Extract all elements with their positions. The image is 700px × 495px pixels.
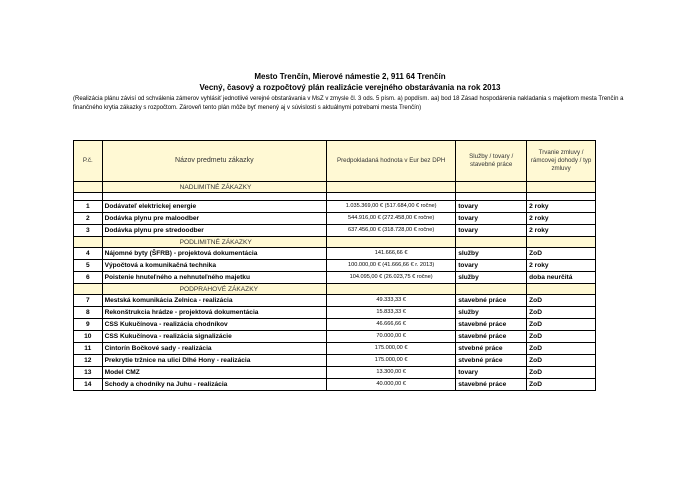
row-number: 8	[74, 307, 103, 319]
row-number: 4	[74, 248, 103, 260]
document-subtitle: Vecný, časový a rozpočtový plán realizácie verejného obstarávania na rok 2013	[199, 83, 501, 92]
spacer-cell	[527, 193, 596, 201]
section-label-text: PODPRAHOVÉ ZÁKAZKY	[179, 285, 258, 293]
spacer-cell	[74, 193, 103, 201]
header-value: Predpokladaná hodnota v Eur bez DPH	[327, 141, 456, 182]
row-number: 11	[74, 343, 103, 355]
section-label	[102, 237, 326, 248]
table-row	[74, 355, 596, 367]
row-duration: 2 roky	[527, 260, 596, 272]
spacer-cell	[102, 193, 326, 201]
row-number: 7	[74, 295, 103, 307]
row-number: 3	[74, 225, 103, 237]
row-name: Model CMZ	[102, 367, 326, 379]
row-service: stavebné práce	[456, 295, 527, 307]
row-service: tovary	[456, 367, 527, 379]
table-row	[74, 213, 596, 225]
row-service: stavebné práce	[456, 331, 527, 343]
spacer-cell	[327, 193, 456, 201]
section-cell-blank	[327, 182, 456, 193]
row-value: 100.000,00 € (41.666,66 € r. 2013)	[327, 260, 456, 272]
row-value: 46.666,66 €	[327, 319, 456, 331]
section-cell-blank	[327, 237, 456, 248]
table-row	[74, 343, 596, 355]
document-title: Mesto Trenčín, Mierové námestie 2, 911 64 Trenčín	[254, 72, 446, 81]
row-number: 12	[74, 355, 103, 367]
table-row	[74, 260, 596, 272]
row-duration: ZoD	[527, 248, 596, 260]
row-number: 5	[74, 260, 103, 272]
row-name: Dodávka plynu pre stredoodber	[102, 225, 326, 237]
row-value: 40.000,00 €	[327, 379, 456, 391]
row-name: CSS Kukučínova - realizácia signalizácie	[102, 331, 326, 343]
row-duration: doba neurčitá	[527, 272, 596, 284]
row-service: tovary	[456, 213, 527, 225]
section-label-text: NADLIMITNÉ ZÁKAZKY	[179, 183, 252, 191]
header-service: Služby / tovary / stavebné práce	[456, 141, 527, 182]
section-label	[102, 182, 326, 193]
row-name: Nájomné byty (ŠFRB) - projektová dokumentácia	[102, 248, 326, 260]
row-value: 175.000,00 €	[327, 355, 456, 367]
row-duration: ZoD	[527, 331, 596, 343]
row-value: 13.300,00 €	[327, 367, 456, 379]
section-row	[74, 284, 596, 295]
row-name: Schody a chodníky na Juhu - realizácia	[102, 379, 326, 391]
row-service: tovary	[456, 201, 527, 213]
row-value: 70.000,00 €	[327, 331, 456, 343]
row-name: Rekonštrukcia hrádze - projektová dokumentácia	[102, 307, 326, 319]
row-name: Výpočtová a komunikačná technika	[102, 260, 326, 272]
row-number: 1	[74, 201, 103, 213]
row-name: Poistenie hnuteľného a nehnuteľného majetku	[102, 272, 326, 284]
row-number: 9	[74, 319, 103, 331]
row-duration: 2 roky	[527, 201, 596, 213]
section-cell-blank	[74, 182, 103, 193]
row-service: služby	[456, 272, 527, 284]
row-service: tovary	[456, 225, 527, 237]
row-service: stvebné práce	[456, 355, 527, 367]
row-duration: ZoD	[527, 367, 596, 379]
table-row	[74, 295, 596, 307]
table-row	[74, 367, 596, 379]
row-service: stvebné práce	[456, 343, 527, 355]
document-note: (Realizácia plánu závisí od schválenia zámerov vyhlásiť jednotlivé verejné obstarávania v MsZ v zmysle čl. 3 ods. 5 písm. a) popdísm. aa) bod 18 Zásad hospodárenia nakladania s majetkom mesta Trenčín a finančného krytia zákazky s rozpočtom. Zároveň tento plán môže byť menený aj v súvislosti s aktuálnymi potrebami mesta Trenčín)	[73, 96, 624, 111]
table-row	[74, 201, 596, 213]
section-label	[102, 284, 326, 295]
table-row	[74, 272, 596, 284]
table-row	[74, 307, 596, 319]
row-number: 10	[74, 331, 103, 343]
section-row	[74, 182, 596, 193]
row-duration: ZoD	[527, 343, 596, 355]
row-duration: ZoD	[527, 307, 596, 319]
section-cell-blank	[327, 284, 456, 295]
table-row	[74, 319, 596, 331]
section-cell-blank	[527, 237, 596, 248]
row-service: stavebné práce	[456, 319, 527, 331]
header-duration: Trvanie zmluvy / rámcovej dohody / typ zmluvy	[527, 141, 596, 182]
row-value: 141.666,66 €	[327, 248, 456, 260]
row-name: Cintorín Bočkové sady - realizácia	[102, 343, 326, 355]
procurement-table	[73, 140, 596, 391]
row-service: stavebné práce	[456, 379, 527, 391]
row-service: služby	[456, 307, 527, 319]
table-row	[74, 248, 596, 260]
section-cell-blank	[456, 284, 527, 295]
row-name: Prekrytie tržnice na ulici Dlhé Hony - realizácia	[102, 355, 326, 367]
row-number: 13	[74, 367, 103, 379]
section-cell-blank	[527, 284, 596, 295]
spacer-cell	[456, 193, 527, 201]
row-number: 2	[74, 213, 103, 225]
row-duration: ZoD	[527, 355, 596, 367]
table-row	[74, 225, 596, 237]
section-cell-blank	[74, 284, 103, 295]
section-cell-blank	[527, 182, 596, 193]
row-duration: ZoD	[527, 319, 596, 331]
row-value: 1.035.369,00 € (517.684,00 € ročne)	[327, 201, 456, 213]
row-service: služby	[456, 248, 527, 260]
section-cell-blank	[456, 237, 527, 248]
row-value: 175.000,00 €	[327, 343, 456, 355]
row-duration: 2 roky	[527, 225, 596, 237]
row-duration: ZoD	[527, 379, 596, 391]
row-number: 14	[74, 379, 103, 391]
row-name: Dodávka plynu pre maloodber	[102, 213, 326, 225]
row-value: 49.333,33 €	[327, 295, 456, 307]
row-value: 544.916,00 € (272.458,00 € ročne)	[327, 213, 456, 225]
table-row	[74, 379, 596, 391]
section-row	[74, 237, 596, 248]
row-duration: 2 roky	[527, 213, 596, 225]
section-cell-blank	[74, 237, 103, 248]
row-name: Mestská komunikácia Zelnica - realizácia	[102, 295, 326, 307]
row-duration: ZoD	[527, 295, 596, 307]
row-name: CSS Kukučínova - realizácia chodníkov	[102, 319, 326, 331]
row-service: tovary	[456, 260, 527, 272]
section-label-text: PODLIMITNÉ ZÁKAZKY	[179, 238, 252, 246]
spacer-row	[74, 193, 596, 201]
table-row	[74, 331, 596, 343]
section-cell-blank	[456, 182, 527, 193]
header-pc: P.č.	[74, 141, 103, 182]
row-name: Dodávateľ elektrickej energie	[102, 201, 326, 213]
header-name: Názov predmetu zákazky	[102, 141, 326, 182]
row-value: 15.833,33 €	[327, 307, 456, 319]
row-value: 104.095,00 € (26.023,75 € ročne)	[327, 272, 456, 284]
row-value: 637.456,00 € (318.728,00 € ročne)	[327, 225, 456, 237]
table-header-row	[74, 141, 596, 182]
row-number: 6	[74, 272, 103, 284]
